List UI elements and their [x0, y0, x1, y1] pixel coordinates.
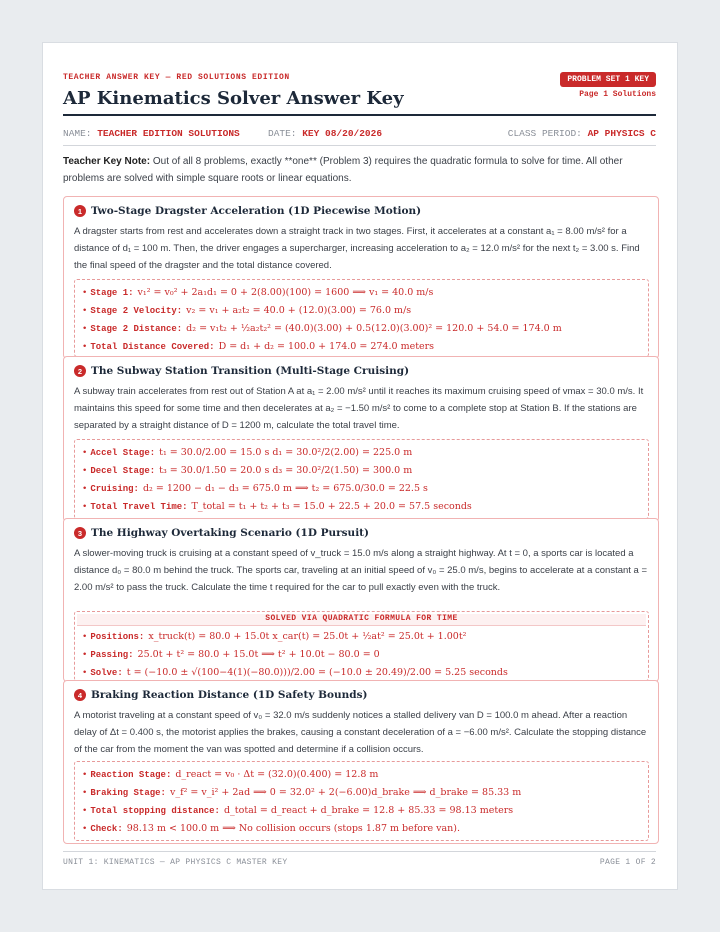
problem-title	[74, 365, 409, 377]
problem-card-3	[63, 518, 659, 682]
step-value: d₂ = v₁t₂ + ½a₂t₂² = (40.0)(3.00) + 0.5(12.0)(3.00)² = 120.0 + 54.0 = 174.0 m	[186, 323, 562, 334]
name-label: NAME:	[63, 128, 92, 139]
solution-step: • Passing: 25.0t + t² = 80.0 + 15.0t ⟹ t² + 10.0t − 80.0 = 0	[83, 649, 380, 660]
solution-step: • Decel Stage: t₃ = 30.0/1.50 = 20.0 s d₃ = 30.0²/2(1.50) = 300.0 m	[83, 465, 413, 476]
solution-step: • Stage 2 Velocity: v₂ = v₁ + a₂t₂ = 40.0 + (12.0)(3.00) = 76.0 m/s	[83, 305, 412, 316]
problem-number-badge: 2	[74, 365, 86, 377]
date-label: DATE:	[268, 128, 297, 139]
step-value: d₂ = 1200 − d₁ − d₃ = 675.0 m ⟹ t₂ = 675.0/30.0 = 22.5 s	[142, 483, 428, 494]
problem-title	[74, 527, 369, 539]
step-label: Passing:	[90, 650, 134, 660]
step-label: Stage 1:	[90, 288, 134, 298]
footer-unit: UNIT 1: KINEMATICS — AP PHYSICS C MASTER KEY	[63, 858, 288, 867]
problem-card-2	[63, 356, 659, 522]
page-title: AP Kinematics Solver Answer Key	[63, 88, 404, 109]
date-value: KEY 08/20/2026	[302, 128, 383, 139]
meta-date	[268, 128, 382, 139]
problem-title	[74, 689, 367, 701]
step-value: 25.0t + t² = 80.0 + 15.0t ⟹ t² + 10.0t − 80.0 = 0	[137, 649, 380, 660]
step-label: Stage 2 Velocity:	[90, 306, 183, 316]
solution-box	[74, 761, 649, 841]
name-value: TEACHER EDITION SOLUTIONS	[97, 128, 240, 139]
solution-header: SOLVED VIA QUADRATIC FORMULA FOR TIME	[77, 614, 646, 626]
step-label: Total stopping distance:	[90, 806, 220, 816]
teacher-note	[63, 153, 659, 187]
step-label: Cruising:	[90, 484, 139, 494]
answer-key-page	[42, 42, 678, 890]
problem-statement: A subway train accelerates from rest out of Station A at a₁ = 2.00 m/s² until it reaches its maximum cruising speed of vmax = 30.0 m/s. It maintains this speed for some time and then decelerates at a₂ = −1.50 m/s² to come to a complete stop at Station B. If the stations are separated by a straight distance of D = 1200 m, calculate the total travel time.	[74, 386, 644, 431]
solution-step: • Solve: t = (−10.0 ± √(100−4(1)(−80.0)))/2.00 = (−10.0 ± 20.49)/2.00 = 5.25 seconds	[83, 667, 508, 678]
step-label: Braking Stage:	[90, 788, 166, 798]
solution-step: • Positions: x_truck(t) = 80.0 + 15.0t x_car(t) = 25.0t + ½at² = 25.0t + 1.00t²	[83, 631, 467, 642]
step-label: Solve:	[90, 668, 123, 678]
solution-step: • Check: 98.13 m < 100.0 m ⟹ No collision occurs (stops 1.87 m before van).	[83, 823, 461, 834]
problem-card-4	[63, 680, 659, 844]
step-value: D = d₁ + d₂ = 100.0 + 174.0 = 274.0 meters	[218, 341, 435, 352]
problem-title-text: The Subway Station Transition (Multi-Stage Cruising)	[91, 365, 410, 377]
solution-box	[74, 611, 649, 681]
solution-step: • Stage 1: v₁² = v₀² + 2a₁d₁ = 0 + 2(8.00)(100) = 1600 ⟹ v₁ = 40.0 m/s	[83, 287, 434, 298]
step-value: v_f² = v_i² + 2ad ⟹ 0 = 32.0² + 2(−6.00)d_brake ⟹ d_brake = 85.33 m	[169, 787, 522, 798]
problem-set-badge: PROBLEM SET 1 KEY	[560, 72, 656, 87]
teacher-note-text: Out of all 8 problems, exactly **one** (Problem 3) requires the quadratic formula to solve for time. All other problems are solved with simple square roots or linear equations.	[63, 156, 623, 184]
step-label: Check:	[90, 824, 123, 834]
step-label: Accel Stage:	[90, 448, 156, 458]
problem-title-text: Braking Reaction Distance (1D Safety Bounds)	[91, 689, 368, 701]
problem-number-badge: 3	[74, 527, 86, 539]
title-divider	[63, 114, 656, 116]
problem-number-badge: 4	[74, 689, 86, 701]
footer-divider	[63, 851, 656, 852]
page-label: Page 1 Solutions	[579, 90, 656, 99]
problem-card-1	[63, 196, 659, 359]
step-label: Reaction Stage:	[90, 770, 172, 780]
period-value: AP PHYSICS C	[587, 128, 656, 139]
solution-step: • Reaction Stage: d_react = v₀ · Δt = (32.0)(0.400) = 12.8 m	[83, 769, 379, 780]
step-label: Decel Stage:	[90, 466, 156, 476]
step-value: x_truck(t) = 80.0 + 15.0t x_car(t) = 25.0t + ½at² = 25.0t + 1.00t²	[148, 631, 467, 642]
solution-step: • Total Travel Time: T_total = t₁ + t₂ + t₃ = 15.0 + 22.5 + 20.0 = 57.5 seconds	[83, 501, 472, 512]
step-value: v₂ = v₁ + a₂t₂ = 40.0 + (12.0)(3.00) = 76.0 m/s	[186, 305, 412, 316]
step-value: T_total = t₁ + t₂ + t₃ = 15.0 + 22.5 + 20.0 = 57.5 seconds	[191, 501, 472, 512]
problem-title	[74, 205, 421, 217]
step-value: 98.13 m < 100.0 m ⟹ No collision occurs (stops 1.87 m before van).	[126, 823, 461, 834]
problem-statement: A slower-moving truck is cruising at a constant speed of v_truck = 15.0 m/s along a straight highway. At t = 0, a sports car is located a distance d₀ = 80.0 m behind the truck. The sports car, traveling at an initial speed of v₀ = 25.0 m/s, begins to accelerate at a constant a = 2.00 m/s² to pass the truck. Calculate the time t required for the car to pull exactly even with the truck.	[74, 548, 648, 593]
solution-step: • Stage 2 Distance: d₂ = v₁t₂ + ½a₂t₂² = (40.0)(3.00) + 0.5(12.0)(3.00)² = 120.0 + 54.0 = 174.0 m	[83, 323, 562, 334]
step-value: v₁² = v₀² + 2a₁d₁ = 0 + 2(8.00)(100) = 1600 ⟹ v₁ = 40.0 m/s	[137, 287, 434, 298]
step-value: t₃ = 30.0/1.50 = 20.0 s d₃ = 30.0²/2(1.50) = 300.0 m	[159, 465, 413, 476]
step-value: t = (−10.0 ± √(100−4(1)(−80.0)))/2.00 = (−10.0 ± 20.49)/2.00 = 5.25 seconds	[126, 667, 508, 678]
step-value: d_total = d_react + d_brake = 12.8 + 85.33 = 98.13 meters	[223, 805, 514, 816]
period-label: CLASS PERIOD:	[507, 128, 582, 139]
solution-box	[74, 439, 649, 519]
problem-statement: A dragster starts from rest and accelerates down a straight track in two stages. First, it accelerates at a constant a₁ = 8.00 m/s² for a distance of d₁ = 100 m. Then, the driver engages a supercharger, increasing acceleration to a₂ = 12.0 m/s² for the next t₂ = 3.00 s. Find the final speed of the dragster and the total distance covered.	[74, 226, 640, 271]
meta-period	[508, 128, 656, 139]
step-label: Total Distance Covered:	[90, 342, 215, 352]
problem-number-badge: 1	[74, 205, 86, 217]
meta-name	[63, 128, 240, 139]
step-label: Total Travel Time:	[90, 502, 188, 512]
edition-label: TEACHER ANSWER KEY — RED SOLUTIONS EDITION	[63, 73, 290, 82]
solution-step: • Accel Stage: t₁ = 30.0/2.00 = 15.0 s d₁ = 30.0²/2(2.00) = 225.0 m	[83, 447, 413, 458]
solution-step: • Braking Stage: v_f² = v_i² + 2ad ⟹ 0 = 32.0² + 2(−6.00)d_brake ⟹ d_brake = 85.33 m	[83, 787, 522, 798]
solution-box	[74, 279, 649, 357]
teacher-note-label: Teacher Key Note:	[63, 156, 151, 167]
meta-divider	[63, 145, 656, 146]
step-value: d_react = v₀ · Δt = (32.0)(0.400) = 12.8 m	[175, 769, 379, 780]
problem-statement: A motorist traveling at a constant speed of v₀ = 32.0 m/s suddenly notices a stalled delivery van D = 100.0 m ahead. After a reaction delay of Δt = 0.400 s, the motorist applies the brakes, causing a constant deceleration of a = −6.00 m/s². Calculate the stopping distance of the car from the moment the van was spotted and determine if a collision occurs.	[74, 710, 647, 755]
solution-step: • Cruising: d₂ = 1200 − d₁ − d₃ = 675.0 m ⟹ t₂ = 675.0/30.0 = 22.5 s	[83, 483, 428, 494]
step-label: Stage 2 Distance:	[90, 324, 183, 334]
footer-page-number: PAGE 1 OF 2	[599, 858, 656, 867]
solution-step: • Total stopping distance: d_total = d_react + d_brake = 12.8 + 85.33 = 98.13 meters	[83, 805, 514, 816]
step-value: t₁ = 30.0/2.00 = 15.0 s d₁ = 30.0²/2(2.00) = 225.0 m	[159, 447, 413, 458]
problem-title-text: The Highway Overtaking Scenario (1D Pursuit)	[91, 527, 369, 539]
step-label: Positions:	[90, 632, 145, 642]
solution-step: • Total Distance Covered: D = d₁ + d₂ = 100.0 + 174.0 = 274.0 meters	[83, 341, 435, 352]
problem-title-text: Two-Stage Dragster Acceleration (1D Piecewise Motion)	[91, 205, 422, 217]
